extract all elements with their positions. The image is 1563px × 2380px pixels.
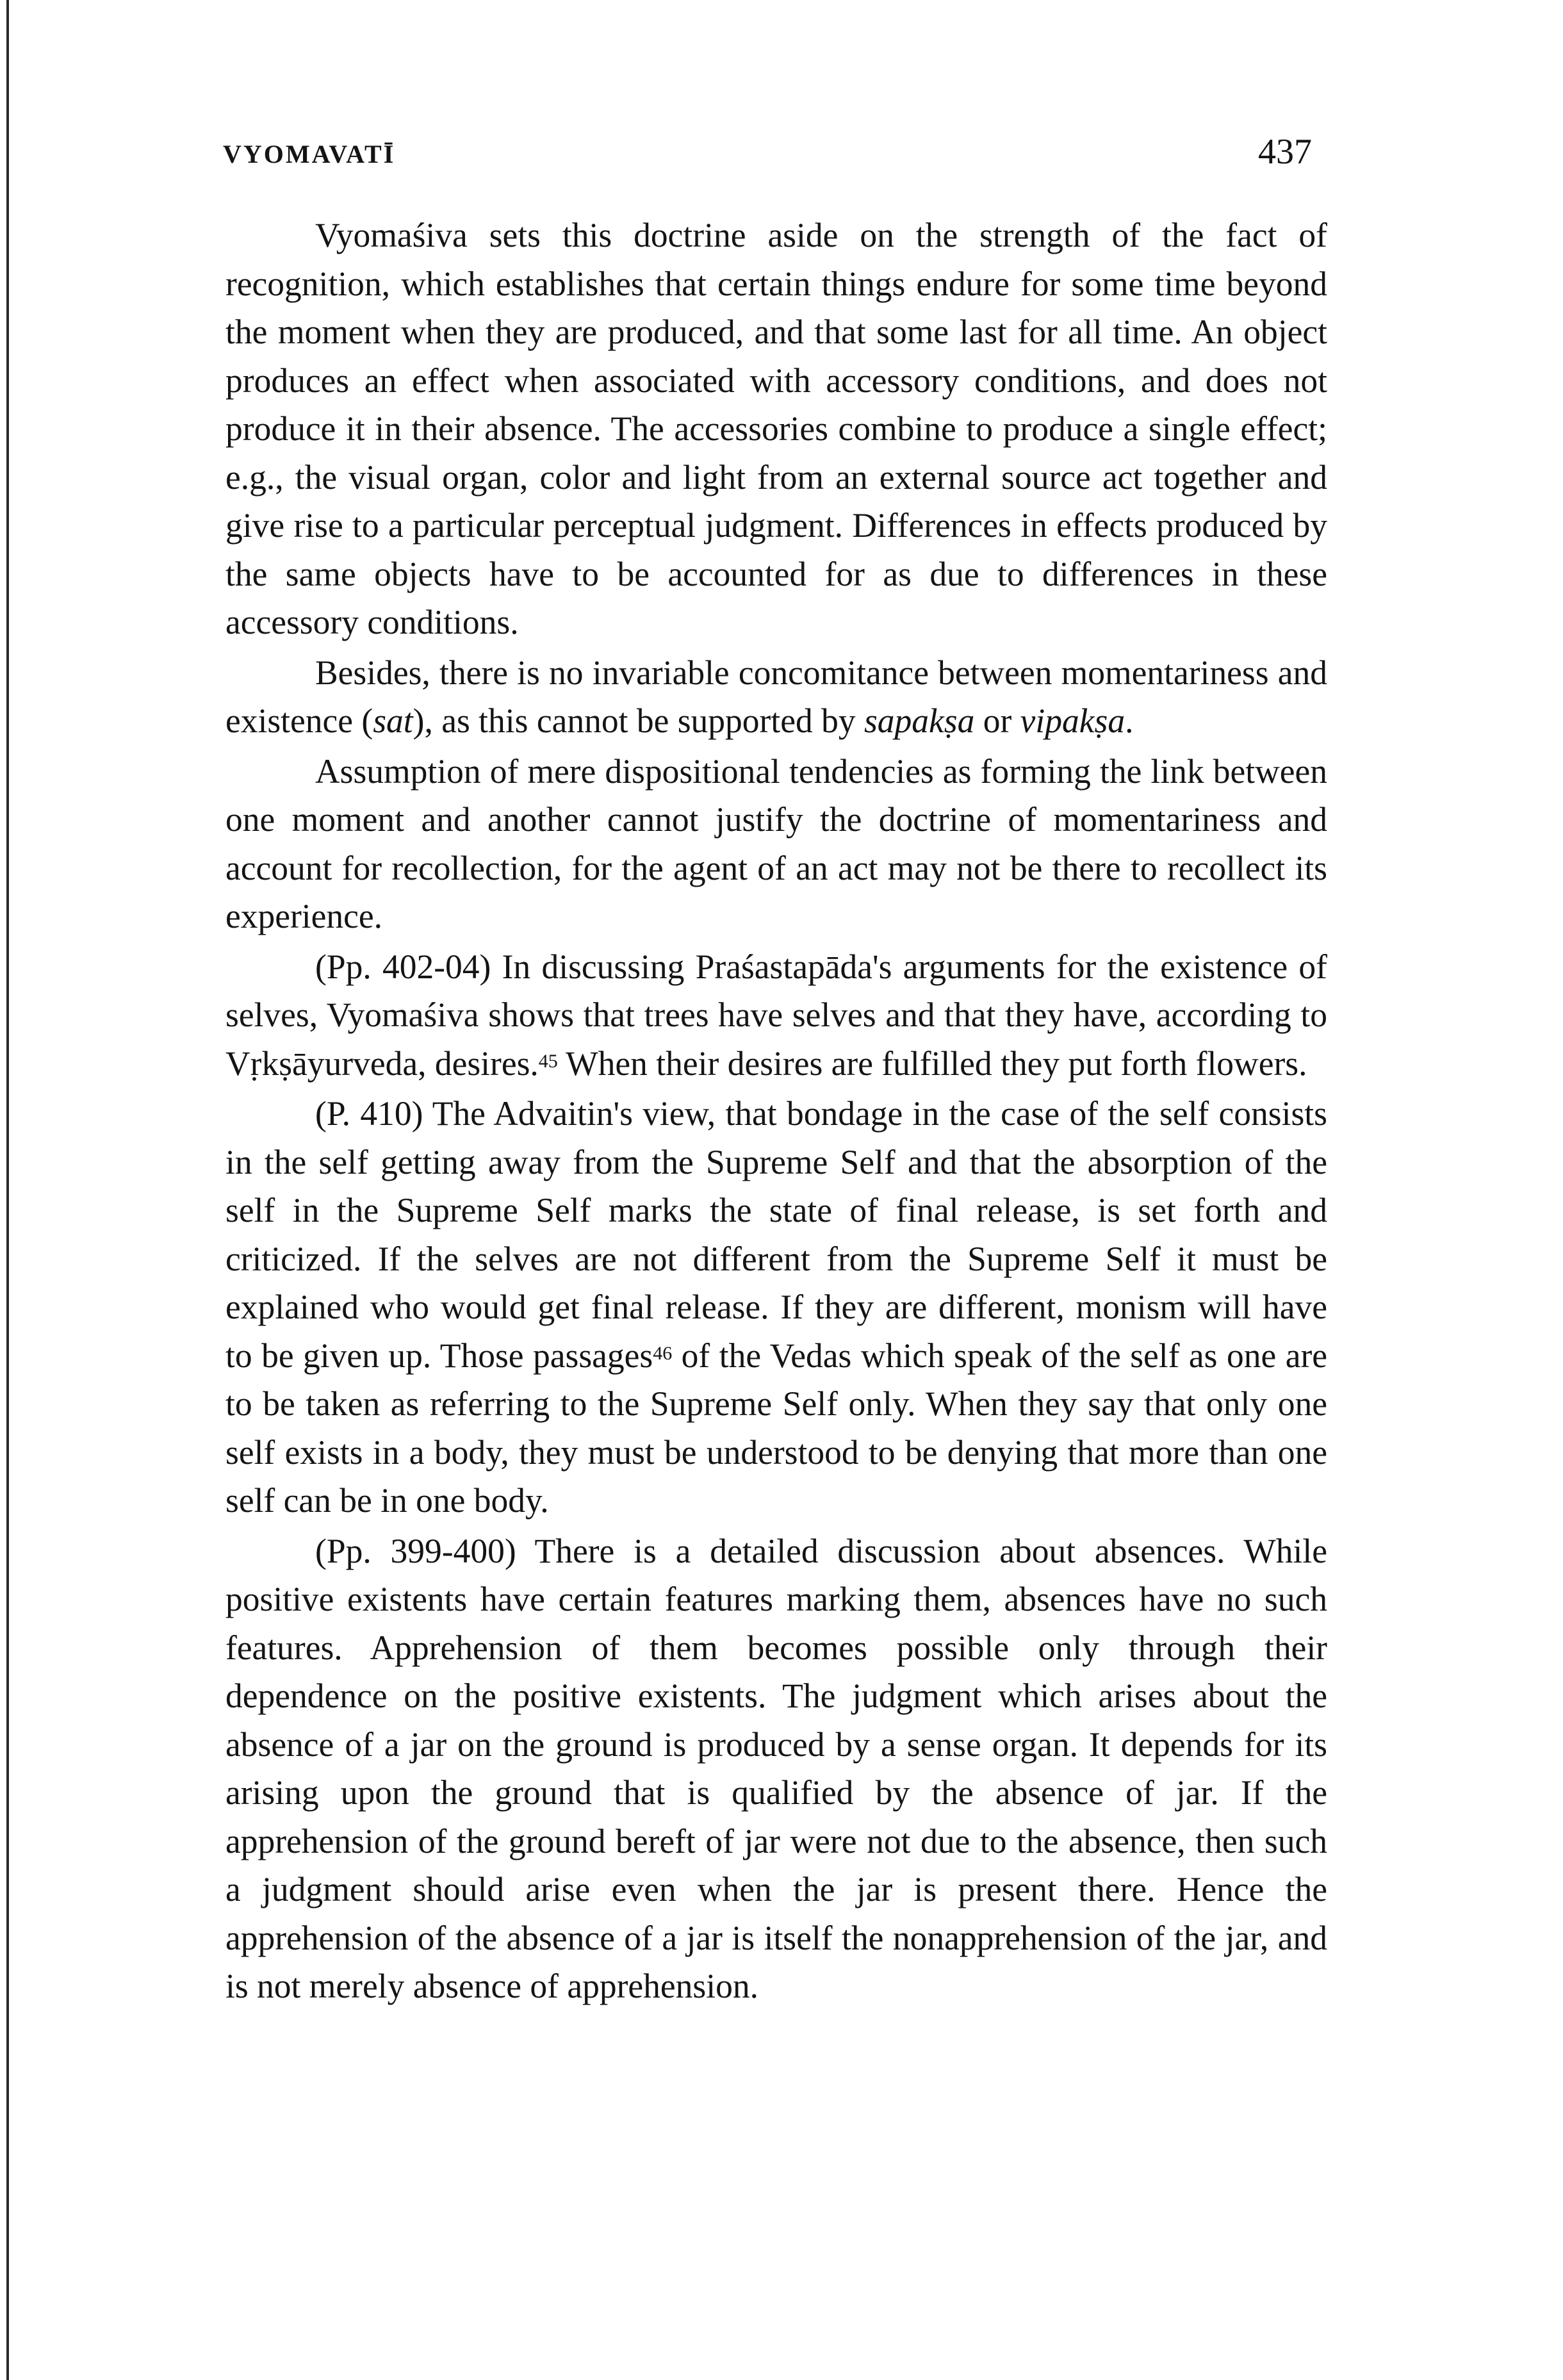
paragraph-text: ), as this cannot be supported by xyxy=(413,702,864,740)
footnote-ref-46[interactable]: 46 xyxy=(653,1342,673,1364)
paragraph-text: or xyxy=(974,702,1020,740)
footnote-ref-45[interactable]: 45 xyxy=(538,1050,558,1072)
paragraph-text: Besides, there is no invariable concomitance between momentariness and existence ( xyxy=(225,653,1327,740)
paragraph-dispositional-tendencies: Assumption of mere dispositional tendencies as forming the link between one moment and another cannot justify the doctrine of momentariness and account for recollection, for the agent of an act may not be there to recollect its experience. xyxy=(225,751,1327,935)
body-text xyxy=(225,211,1327,2011)
paragraph-recognition: Vyomaśiva sets this doctrine aside on the strength of the fact of recognition, which establishes that certain things endure for some time beyond the moment when they are produced, and that some last for all time. An object produces an effect when associated with accessory conditions, and does not produce it in their absence. The accessories combine to produce a single effect; e.g., the visual organ, color and light from an external source act together and give rise to a particular perceptual judgment. Differences in effects produced by the same objects have to be accounted for as due to differences in these accessory conditions. xyxy=(225,216,1327,641)
paragraph-absences: (Pp. 399-400) There is a detailed discussion about absences. While positive existents have certain features marking them, absences have no such features. Apprehension of them becomes possible only through their dependence on the positive existents. The judgment which arises about the absence of a jar on the ground is produced by a sense organ. It depends for its arising upon the ground that is qualified by the absence of jar. If the apprehension of the ground bereft of jar were not due to the absence, then such a judgment should arise even when the jar is present there. Hence the apprehension of the absence of a jar is itself the nonapprehension of the jar, and is not merely absence of apprehension. xyxy=(225,1531,1327,2005)
paragraph-text: When their desires are fulfilled they put forth flowers. xyxy=(557,1044,1307,1083)
term-vipaksa: vipakṣa xyxy=(1020,702,1125,740)
page-number: 437 xyxy=(1258,132,1312,172)
term-sat: sat xyxy=(373,702,413,740)
paragraph-text: of the Vedas which speak of the self as one are to be taken as referring to the Supreme Self only. When they say that only one self exists in a body, they must be understood to be denying that more than one self can be in one body. xyxy=(225,1336,1327,1520)
running-title: VYOMAVATĪ xyxy=(223,140,396,168)
paragraph-concomitance xyxy=(225,649,1327,746)
page-header xyxy=(223,131,1312,176)
paragraph-text: . xyxy=(1125,702,1134,740)
paragraph-advaitin-view xyxy=(225,1090,1327,1525)
page-binding-edge xyxy=(6,0,9,2380)
paragraph-trees-selves xyxy=(225,943,1327,1088)
term-sapaksa: sapakṣa xyxy=(863,702,975,740)
paragraph-text: (Pp. 402-04) In discussing Praśastapāda's arguments for the existence of selves, Vyomaśiva shows that trees have selves and that they have, according to Vṛkṣāyurveda, desires. xyxy=(225,947,1327,1083)
paragraph-text: (P. 410) The Advaitin's view, that bondage in the case of the self consists in the self getting away from the Supreme Self and that the absorption of the self in the Supreme Self marks the state of final release, is set forth and criticized. If the selves are not different from the Supreme Self it must be explained who would get final release. If they are different, monism will have to be given up. Those passages xyxy=(225,1094,1327,1375)
